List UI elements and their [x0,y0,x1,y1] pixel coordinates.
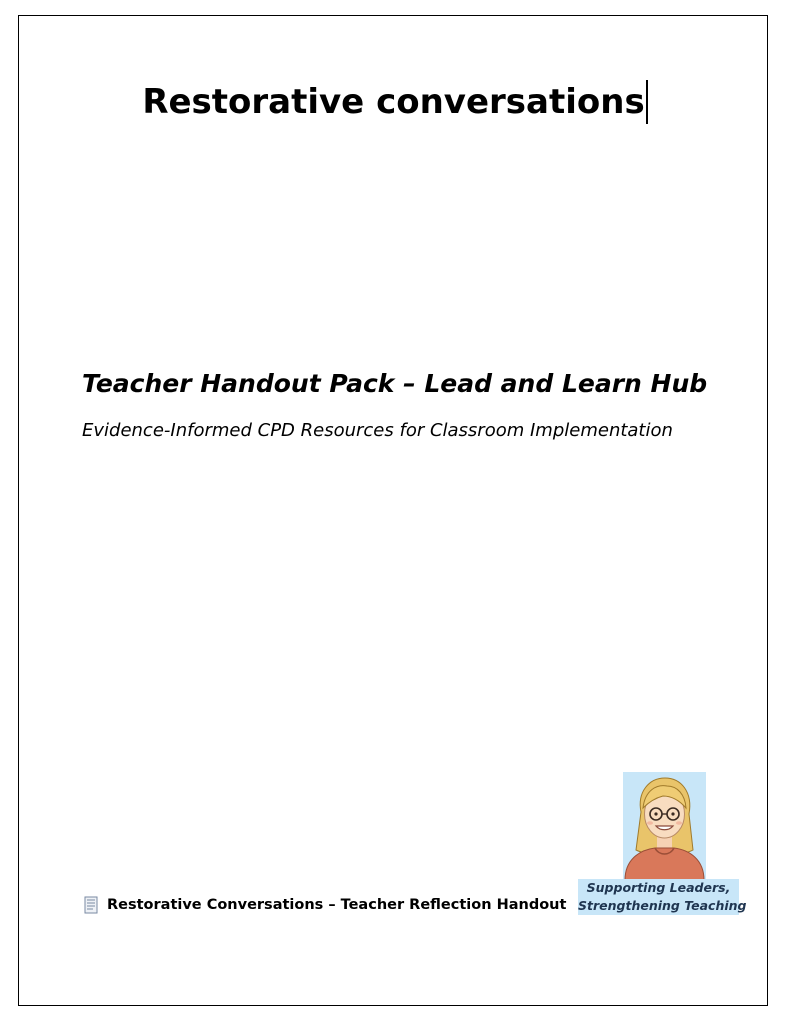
tagline-line-2: Strengthening Teaching [578,898,747,913]
footer-handout-title: Restorative Conversations – Teacher Reflection Handout [107,897,567,913]
tagline-box [578,879,747,915]
document-title-line[interactable] [0,78,790,126]
tagline-line-1: Supporting Leaders, [586,880,731,895]
document-icon [84,896,98,914]
teacher-avatar-icon [623,772,706,880]
pack-title: Teacher Handout Pack – Lead and Learn Hub [82,369,708,398]
text-cursor [646,80,648,124]
document-title[interactable]: Restorative conversations [142,82,645,122]
avatar [623,772,706,880]
footer-handout-line [84,894,566,916]
pack-subtitle: Evidence-Informed CPD Resources for Classroom Implementation [82,420,673,441]
